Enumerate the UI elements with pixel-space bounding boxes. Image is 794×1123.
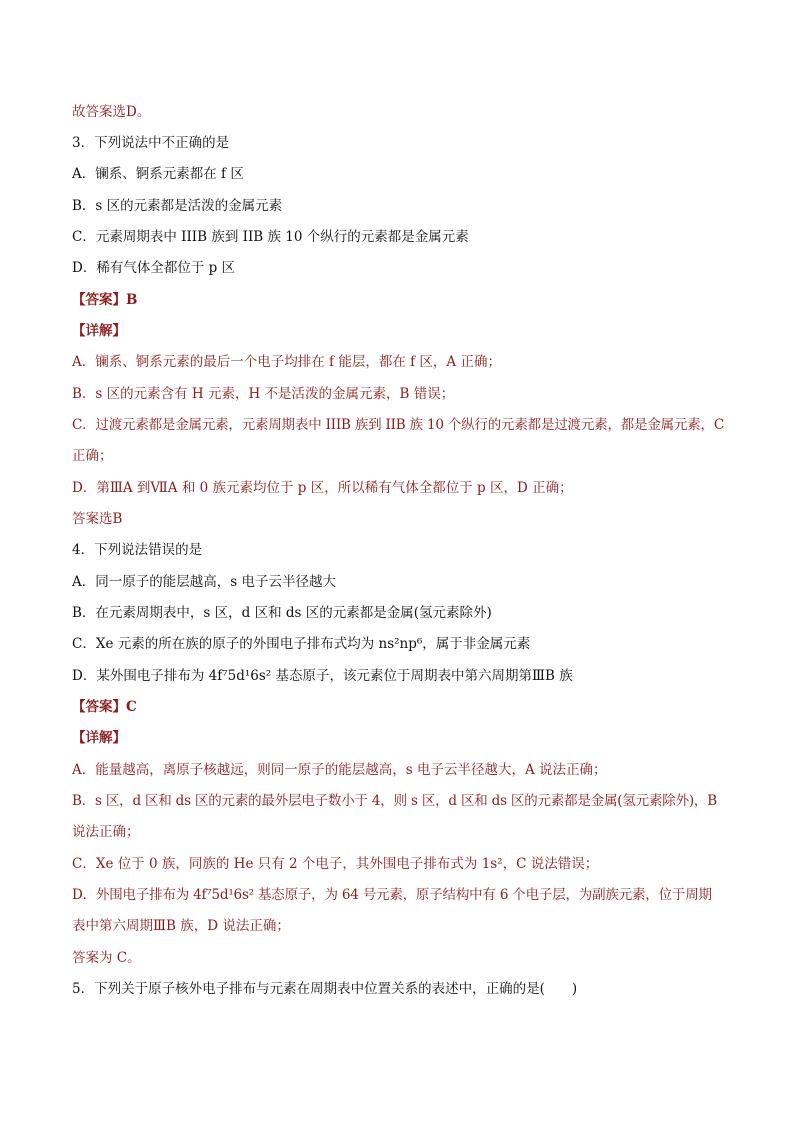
question-3-stem: 3．下列说法中不正确的是 (72, 135, 230, 151)
question-3-answer-label: 【答案】B (72, 292, 138, 308)
question-4-answer-summary: 答案为 C。 (72, 950, 141, 966)
question-4-option-a: A．同一原子的能层越高，s 电子云半径越大 (72, 574, 336, 590)
question-4-answer-label: 【答案】C (72, 699, 137, 715)
question-4-explanation-a: A．能量越高，离原子核越远，则同一原子的能层越高，s 电子云半径越大，A 说法正确； (72, 762, 607, 778)
question-5-stem: 5．下列关于原子核外电子排布与元素在周期表中位置关系的表述中，正确的是( ) (72, 981, 578, 997)
question-3-option-d: D．稀有气体全都位于 p 区 (72, 260, 236, 276)
question-4-explanation-b: B．s 区，d 区和 ds 区的元素的最外层电子数小于 4，则 s 区，d 区和 ds 区的元素都是金属(氢元素除外)，B (72, 793, 717, 809)
question-3-option-a: A．镧系、锕系元素都在 f 区 (72, 166, 244, 182)
question-4-stem: 4．下列说法错误的是 (72, 542, 203, 558)
question-3-option-c: C．元素周期表中 IIIB 族到 IIB 族 10 个纵行的元素都是金属元素 (72, 229, 469, 245)
question-3-explanation-c-cont: 正确； (72, 448, 113, 464)
question-3-answer-summary: 答案选B (72, 511, 123, 527)
question-4-explanation-d: D．外围电子排布为 4f⁷5d¹6s² 基态原子，为 64 号元素，原子结构中有 6 个电子层，为副族元素，位于周期 (72, 887, 712, 903)
question-3-explanation-b: B．s 区的元素含有 H 元素，H 不是活泼的金属元素，B 错误； (72, 386, 455, 402)
answer-conclusion: 故答案选D。 (72, 104, 151, 120)
question-4-option-d: D．某外围电子排布为 4f⁷5d¹6s² 基态原子，该元素位于周期表中第六周期第ⅢB 族 (72, 668, 573, 684)
question-4-explanation-c: C．Xe 位于 0 族，同族的 He 只有 2 个电子，其外围电子排布式为 1s²，C 说法错误； (72, 856, 599, 872)
question-4-explanation-label: 【详解】 (72, 730, 126, 746)
question-3-explanation-a: A．镧系、锕系元素的最后一个电子均排在 f 能层，都在 f 区，A 正确； (72, 354, 501, 370)
question-3-explanation-label: 【详解】 (72, 323, 126, 339)
question-3-explanation-c: C．过渡元素都是金属元素，元素周期表中 IIIB 族到 IIB 族 10 个纵行的元素都是过渡元素，都是金属元素，C (72, 417, 724, 433)
question-4-explanation-b-cont: 说法正确； (72, 824, 140, 840)
question-4-option-b: B．在元素周期表中，s 区，d 区和 ds 区的元素都是金属(氢元素除外) (72, 605, 492, 621)
question-3-option-b: B．s 区的元素都是活泼的金属元素 (72, 198, 283, 214)
question-4-explanation-d-cont: 表中第六周期ⅢB 族，D 说法正确； (72, 918, 290, 934)
question-3-explanation-d: D．第ⅢA 到ⅦA 和 0 族元素均位于 p 区，所以稀有气体全都位于 p 区，D 正确； (72, 480, 573, 496)
question-4-option-c: C．Xe 元素的所在族的原子的外围电子排布式均为 ns²np⁶，属于非金属元素 (72, 636, 531, 652)
